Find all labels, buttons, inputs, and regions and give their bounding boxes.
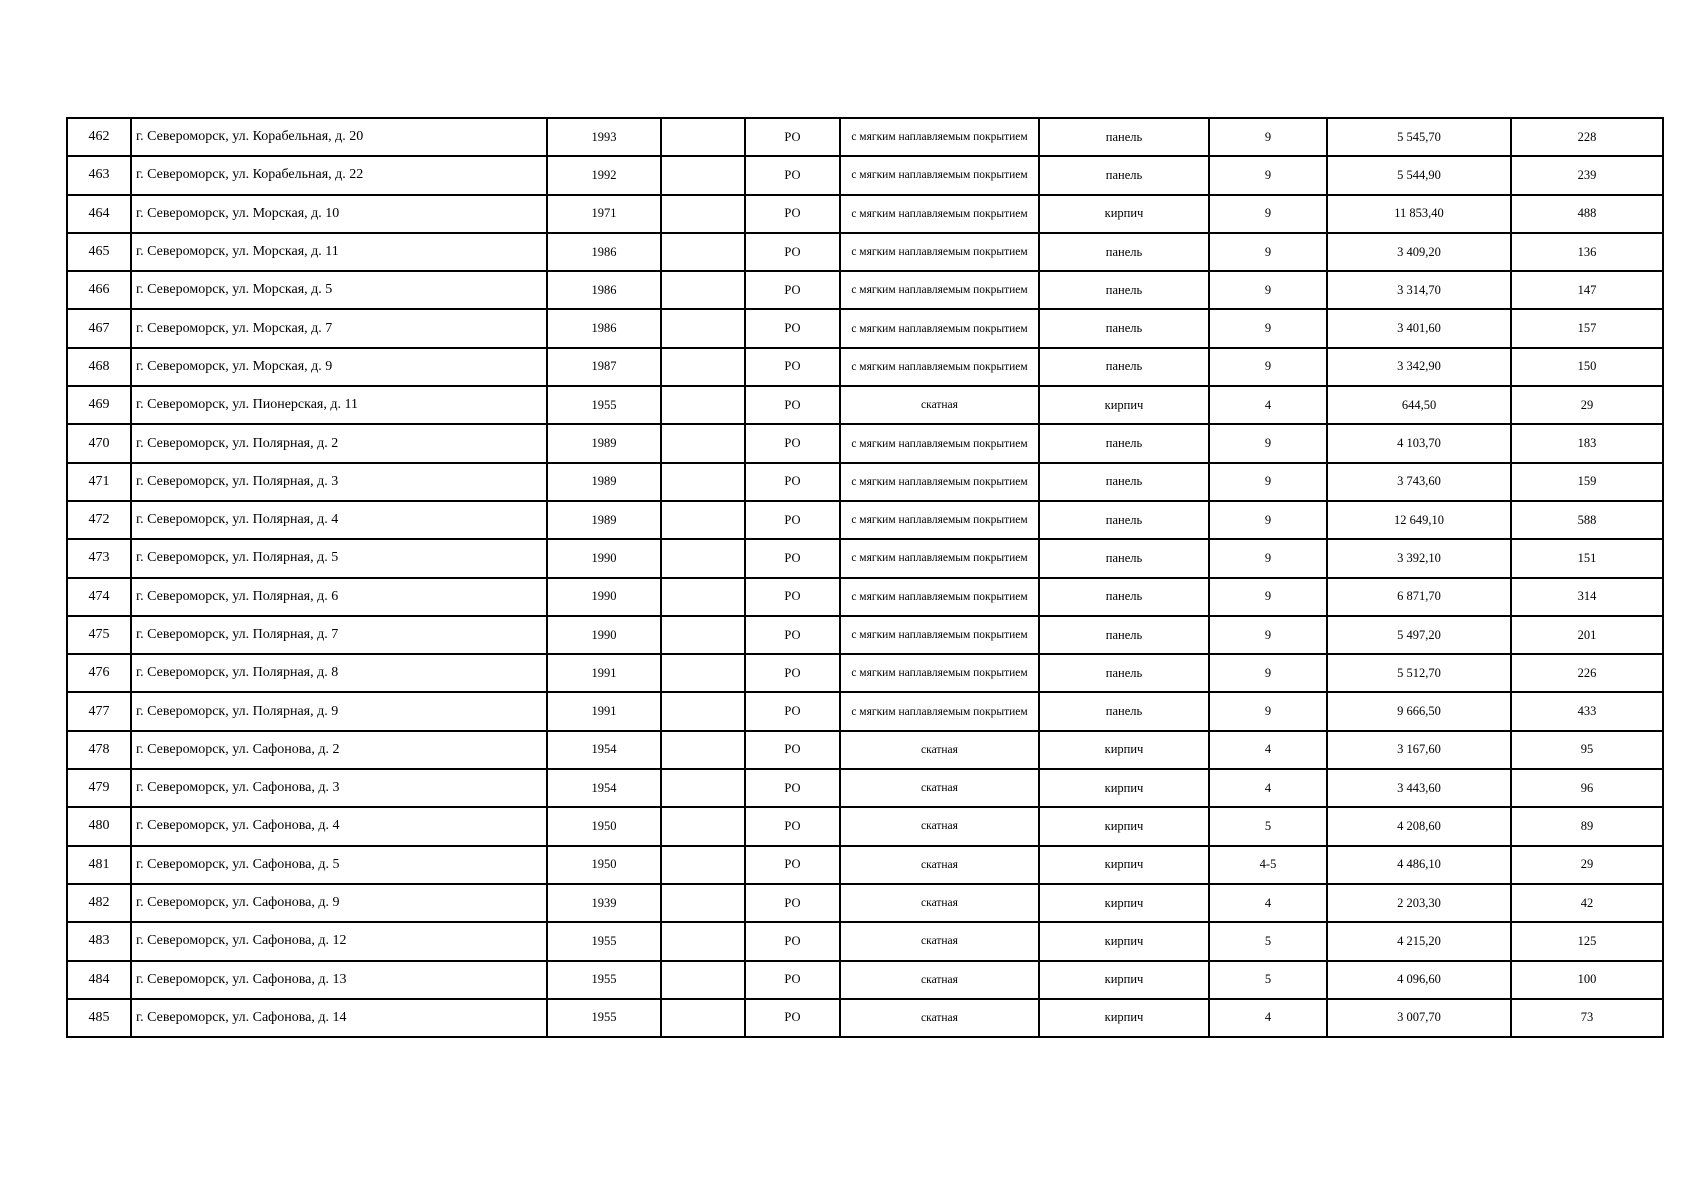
- residents-cell: 157: [1511, 309, 1663, 347]
- row-number-cell: 482: [67, 884, 131, 922]
- address-cell: г. Североморск, ул. Морская, д. 7: [131, 309, 547, 347]
- residents-cell: 201: [1511, 616, 1663, 654]
- table-row: [67, 539, 1663, 577]
- residents-cell: 228: [1511, 118, 1663, 156]
- roof-cell: скатная: [840, 731, 1039, 769]
- address-cell: г. Североморск, ул. Пионерская, д. 11: [131, 386, 547, 424]
- area-cell: 4 096,60: [1327, 961, 1511, 999]
- type-cell: РО: [745, 616, 840, 654]
- floors-cell: 9: [1209, 156, 1327, 194]
- table-row: [67, 731, 1663, 769]
- type-cell: РО: [745, 539, 840, 577]
- roof-cell: с мягким наплавляемым покрытием: [840, 195, 1039, 233]
- type-cell: РО: [745, 692, 840, 730]
- wall-material-cell: панель: [1039, 309, 1209, 347]
- table-row: [67, 424, 1663, 462]
- address-cell: г. Североморск, ул. Сафонова, д. 4: [131, 807, 547, 845]
- wall-material-cell: кирпич: [1039, 195, 1209, 233]
- row-number-cell: 468: [67, 348, 131, 386]
- table-row: [67, 309, 1663, 347]
- area-cell: 5 544,90: [1327, 156, 1511, 194]
- type-cell: РО: [745, 961, 840, 999]
- area-cell: 3 409,20: [1327, 233, 1511, 271]
- type-cell: РО: [745, 309, 840, 347]
- year-cell: 1989: [547, 424, 661, 462]
- floors-cell: 4: [1209, 386, 1327, 424]
- wall-material-cell: кирпич: [1039, 922, 1209, 960]
- address-cell: г. Североморск, ул. Полярная, д. 8: [131, 654, 547, 692]
- row-number-cell: 464: [67, 195, 131, 233]
- row-number-cell: 479: [67, 769, 131, 807]
- wall-material-cell: кирпич: [1039, 846, 1209, 884]
- floors-cell: 9: [1209, 424, 1327, 462]
- area-cell: 6 871,70: [1327, 578, 1511, 616]
- address-cell: г. Североморск, ул. Полярная, д. 6: [131, 578, 547, 616]
- row-number-cell: 475: [67, 616, 131, 654]
- row-number-cell: 476: [67, 654, 131, 692]
- wall-material-cell: панель: [1039, 616, 1209, 654]
- residents-cell: 159: [1511, 463, 1663, 501]
- empty-cell: [661, 884, 745, 922]
- table-row: [67, 156, 1663, 194]
- area-cell: 3 167,60: [1327, 731, 1511, 769]
- table-row: [67, 654, 1663, 692]
- type-cell: РО: [745, 348, 840, 386]
- floors-cell: 5: [1209, 807, 1327, 845]
- wall-material-cell: кирпич: [1039, 769, 1209, 807]
- year-cell: 1986: [547, 309, 661, 347]
- residents-cell: 42: [1511, 884, 1663, 922]
- year-cell: 1991: [547, 654, 661, 692]
- address-cell: г. Североморск, ул. Полярная, д. 5: [131, 539, 547, 577]
- residents-cell: 226: [1511, 654, 1663, 692]
- row-number-cell: 483: [67, 922, 131, 960]
- year-cell: 1939: [547, 884, 661, 922]
- year-cell: 1955: [547, 386, 661, 424]
- floors-cell: 9: [1209, 118, 1327, 156]
- residents-cell: 89: [1511, 807, 1663, 845]
- roof-cell: скатная: [840, 999, 1039, 1037]
- empty-cell: [661, 309, 745, 347]
- empty-cell: [661, 922, 745, 960]
- wall-material-cell: панель: [1039, 271, 1209, 309]
- empty-cell: [661, 999, 745, 1037]
- area-cell: 11 853,40: [1327, 195, 1511, 233]
- wall-material-cell: панель: [1039, 578, 1209, 616]
- year-cell: 1954: [547, 731, 661, 769]
- wall-material-cell: панель: [1039, 539, 1209, 577]
- row-number-cell: 477: [67, 692, 131, 730]
- residents-cell: 136: [1511, 233, 1663, 271]
- table-row: [67, 999, 1663, 1037]
- residents-cell: 239: [1511, 156, 1663, 194]
- residents-cell: 29: [1511, 386, 1663, 424]
- area-cell: 4 215,20: [1327, 922, 1511, 960]
- empty-cell: [661, 807, 745, 845]
- empty-cell: [661, 654, 745, 692]
- type-cell: РО: [745, 807, 840, 845]
- table-row: [67, 961, 1663, 999]
- year-cell: 1950: [547, 846, 661, 884]
- wall-material-cell: панель: [1039, 692, 1209, 730]
- area-cell: 3 007,70: [1327, 999, 1511, 1037]
- row-number-cell: 471: [67, 463, 131, 501]
- roof-cell: с мягким наплавляемым покрытием: [840, 156, 1039, 194]
- table-row: [67, 386, 1663, 424]
- wall-material-cell: панель: [1039, 463, 1209, 501]
- roof-cell: с мягким наплавляемым покрытием: [840, 271, 1039, 309]
- floors-cell: 4: [1209, 884, 1327, 922]
- wall-material-cell: панель: [1039, 233, 1209, 271]
- residents-cell: 147: [1511, 271, 1663, 309]
- wall-material-cell: кирпич: [1039, 961, 1209, 999]
- type-cell: РО: [745, 424, 840, 462]
- area-cell: 3 342,90: [1327, 348, 1511, 386]
- address-cell: г. Североморск, ул. Морская, д. 9: [131, 348, 547, 386]
- residents-cell: 96: [1511, 769, 1663, 807]
- empty-cell: [661, 961, 745, 999]
- empty-cell: [661, 616, 745, 654]
- type-cell: РО: [745, 156, 840, 194]
- year-cell: 1950: [547, 807, 661, 845]
- row-number-cell: 472: [67, 501, 131, 539]
- year-cell: 1955: [547, 961, 661, 999]
- area-cell: 5 512,70: [1327, 654, 1511, 692]
- residents-cell: 73: [1511, 999, 1663, 1037]
- residents-cell: 150: [1511, 348, 1663, 386]
- address-cell: г. Североморск, ул. Морская, д. 10: [131, 195, 547, 233]
- residents-cell: 314: [1511, 578, 1663, 616]
- table-row: [67, 692, 1663, 730]
- address-cell: г. Североморск, ул. Сафонова, д. 12: [131, 922, 547, 960]
- address-cell: г. Североморск, ул. Полярная, д. 4: [131, 501, 547, 539]
- year-cell: 1991: [547, 692, 661, 730]
- roof-cell: с мягким наплавляемым покрытием: [840, 539, 1039, 577]
- empty-cell: [661, 348, 745, 386]
- row-number-cell: 480: [67, 807, 131, 845]
- address-cell: г. Североморск, ул. Сафонова, д. 9: [131, 884, 547, 922]
- table-row: [67, 769, 1663, 807]
- empty-cell: [661, 731, 745, 769]
- roof-cell: скатная: [840, 922, 1039, 960]
- wall-material-cell: панель: [1039, 118, 1209, 156]
- address-cell: г. Североморск, ул. Морская, д. 11: [131, 233, 547, 271]
- empty-cell: [661, 118, 745, 156]
- year-cell: 1986: [547, 233, 661, 271]
- roof-cell: с мягким наплавляемым покрытием: [840, 616, 1039, 654]
- floors-cell: 9: [1209, 195, 1327, 233]
- type-cell: РО: [745, 501, 840, 539]
- floors-cell: 9: [1209, 463, 1327, 501]
- wall-material-cell: кирпич: [1039, 386, 1209, 424]
- area-cell: 3 392,10: [1327, 539, 1511, 577]
- row-number-cell: 485: [67, 999, 131, 1037]
- row-number-cell: 473: [67, 539, 131, 577]
- address-cell: г. Североморск, ул. Морская, д. 5: [131, 271, 547, 309]
- type-cell: РО: [745, 118, 840, 156]
- residents-cell: 100: [1511, 961, 1663, 999]
- floors-cell: 9: [1209, 616, 1327, 654]
- roof-cell: скатная: [840, 386, 1039, 424]
- residents-cell: 488: [1511, 195, 1663, 233]
- roof-cell: с мягким наплавляемым покрытием: [840, 424, 1039, 462]
- roof-cell: скатная: [840, 961, 1039, 999]
- wall-material-cell: панель: [1039, 424, 1209, 462]
- floors-cell: 9: [1209, 692, 1327, 730]
- year-cell: 1993: [547, 118, 661, 156]
- year-cell: 1990: [547, 539, 661, 577]
- empty-cell: [661, 769, 745, 807]
- type-cell: РО: [745, 731, 840, 769]
- table-row: [67, 118, 1663, 156]
- year-cell: 1955: [547, 999, 661, 1037]
- roof-cell: с мягким наплавляемым покрытием: [840, 578, 1039, 616]
- type-cell: РО: [745, 999, 840, 1037]
- row-number-cell: 469: [67, 386, 131, 424]
- type-cell: РО: [745, 463, 840, 501]
- residents-cell: 588: [1511, 501, 1663, 539]
- table-row: [67, 884, 1663, 922]
- roof-cell: с мягким наплавляемым покрытием: [840, 348, 1039, 386]
- housing-table: [66, 117, 1664, 1038]
- area-cell: 12 649,10: [1327, 501, 1511, 539]
- empty-cell: [661, 846, 745, 884]
- roof-cell: скатная: [840, 807, 1039, 845]
- residents-cell: 183: [1511, 424, 1663, 462]
- type-cell: РО: [745, 386, 840, 424]
- floors-cell: 4: [1209, 731, 1327, 769]
- table-row: [67, 271, 1663, 309]
- address-cell: г. Североморск, ул. Сафонова, д. 2: [131, 731, 547, 769]
- wall-material-cell: кирпич: [1039, 807, 1209, 845]
- empty-cell: [661, 692, 745, 730]
- table-body: [67, 118, 1663, 1037]
- year-cell: 1954: [547, 769, 661, 807]
- type-cell: РО: [745, 578, 840, 616]
- year-cell: 1986: [547, 271, 661, 309]
- row-number-cell: 462: [67, 118, 131, 156]
- table-row: [67, 846, 1663, 884]
- residents-cell: 125: [1511, 922, 1663, 960]
- year-cell: 1990: [547, 616, 661, 654]
- year-cell: 1990: [547, 578, 661, 616]
- address-cell: г. Североморск, ул. Сафонова, д. 5: [131, 846, 547, 884]
- table-row: [67, 195, 1663, 233]
- floors-cell: 4-5: [1209, 846, 1327, 884]
- empty-cell: [661, 578, 745, 616]
- roof-cell: с мягким наплавляемым покрытием: [840, 463, 1039, 501]
- year-cell: 1971: [547, 195, 661, 233]
- area-cell: 3 443,60: [1327, 769, 1511, 807]
- wall-material-cell: панель: [1039, 654, 1209, 692]
- wall-material-cell: панель: [1039, 156, 1209, 194]
- address-cell: г. Североморск, ул. Полярная, д. 3: [131, 463, 547, 501]
- residents-cell: 29: [1511, 846, 1663, 884]
- empty-cell: [661, 195, 745, 233]
- wall-material-cell: панель: [1039, 501, 1209, 539]
- type-cell: РО: [745, 846, 840, 884]
- roof-cell: скатная: [840, 846, 1039, 884]
- row-number-cell: 484: [67, 961, 131, 999]
- floors-cell: 9: [1209, 233, 1327, 271]
- type-cell: РО: [745, 654, 840, 692]
- year-cell: 1989: [547, 501, 661, 539]
- floors-cell: 9: [1209, 539, 1327, 577]
- residents-cell: 433: [1511, 692, 1663, 730]
- area-cell: 9 666,50: [1327, 692, 1511, 730]
- roof-cell: с мягким наплавляемым покрытием: [840, 692, 1039, 730]
- address-cell: г. Североморск, ул. Полярная, д. 2: [131, 424, 547, 462]
- area-cell: 3 314,70: [1327, 271, 1511, 309]
- floors-cell: 4: [1209, 999, 1327, 1037]
- area-cell: 2 203,30: [1327, 884, 1511, 922]
- table-row: [67, 348, 1663, 386]
- wall-material-cell: панель: [1039, 348, 1209, 386]
- type-cell: РО: [745, 922, 840, 960]
- roof-cell: с мягким наплавляемым покрытием: [840, 118, 1039, 156]
- floors-cell: 9: [1209, 271, 1327, 309]
- empty-cell: [661, 463, 745, 501]
- address-cell: г. Североморск, ул. Полярная, д. 9: [131, 692, 547, 730]
- empty-cell: [661, 233, 745, 271]
- empty-cell: [661, 386, 745, 424]
- table-row: [67, 922, 1663, 960]
- address-cell: г. Североморск, ул. Сафонова, д. 14: [131, 999, 547, 1037]
- type-cell: РО: [745, 271, 840, 309]
- roof-cell: с мягким наплавляемым покрытием: [840, 309, 1039, 347]
- empty-cell: [661, 271, 745, 309]
- year-cell: 1992: [547, 156, 661, 194]
- area-cell: 4 208,60: [1327, 807, 1511, 845]
- table-row: [67, 616, 1663, 654]
- area-cell: 3 743,60: [1327, 463, 1511, 501]
- floors-cell: 9: [1209, 309, 1327, 347]
- roof-cell: с мягким наплавляемым покрытием: [840, 654, 1039, 692]
- type-cell: РО: [745, 769, 840, 807]
- floors-cell: 5: [1209, 961, 1327, 999]
- address-cell: г. Североморск, ул. Корабельная, д. 20: [131, 118, 547, 156]
- year-cell: 1987: [547, 348, 661, 386]
- row-number-cell: 478: [67, 731, 131, 769]
- empty-cell: [661, 424, 745, 462]
- row-number-cell: 466: [67, 271, 131, 309]
- residents-cell: 95: [1511, 731, 1663, 769]
- table-row: [67, 501, 1663, 539]
- row-number-cell: 470: [67, 424, 131, 462]
- document-page: [66, 117, 1664, 1038]
- address-cell: г. Североморск, ул. Сафонова, д. 13: [131, 961, 547, 999]
- address-cell: г. Североморск, ул. Полярная, д. 7: [131, 616, 547, 654]
- floors-cell: 9: [1209, 501, 1327, 539]
- type-cell: РО: [745, 233, 840, 271]
- roof-cell: с мягким наплавляемым покрытием: [840, 233, 1039, 271]
- floors-cell: 9: [1209, 654, 1327, 692]
- empty-cell: [661, 501, 745, 539]
- area-cell: 4 486,10: [1327, 846, 1511, 884]
- wall-material-cell: кирпич: [1039, 999, 1209, 1037]
- area-cell: 5 497,20: [1327, 616, 1511, 654]
- empty-cell: [661, 156, 745, 194]
- area-cell: 4 103,70: [1327, 424, 1511, 462]
- roof-cell: с мягким наплавляемым покрытием: [840, 501, 1039, 539]
- area-cell: 3 401,60: [1327, 309, 1511, 347]
- year-cell: 1955: [547, 922, 661, 960]
- row-number-cell: 474: [67, 578, 131, 616]
- type-cell: РО: [745, 195, 840, 233]
- roof-cell: скатная: [840, 769, 1039, 807]
- row-number-cell: 465: [67, 233, 131, 271]
- empty-cell: [661, 539, 745, 577]
- address-cell: г. Североморск, ул. Сафонова, д. 3: [131, 769, 547, 807]
- area-cell: 644,50: [1327, 386, 1511, 424]
- table-row: [67, 578, 1663, 616]
- floors-cell: 5: [1209, 922, 1327, 960]
- floors-cell: 4: [1209, 769, 1327, 807]
- wall-material-cell: кирпич: [1039, 884, 1209, 922]
- table-row: [67, 463, 1663, 501]
- row-number-cell: 467: [67, 309, 131, 347]
- row-number-cell: 463: [67, 156, 131, 194]
- floors-cell: 9: [1209, 578, 1327, 616]
- table-row: [67, 233, 1663, 271]
- area-cell: 5 545,70: [1327, 118, 1511, 156]
- type-cell: РО: [745, 884, 840, 922]
- year-cell: 1989: [547, 463, 661, 501]
- address-cell: г. Североморск, ул. Корабельная, д. 22: [131, 156, 547, 194]
- roof-cell: скатная: [840, 884, 1039, 922]
- wall-material-cell: кирпич: [1039, 731, 1209, 769]
- residents-cell: 151: [1511, 539, 1663, 577]
- row-number-cell: 481: [67, 846, 131, 884]
- floors-cell: 9: [1209, 348, 1327, 386]
- table-row: [67, 807, 1663, 845]
